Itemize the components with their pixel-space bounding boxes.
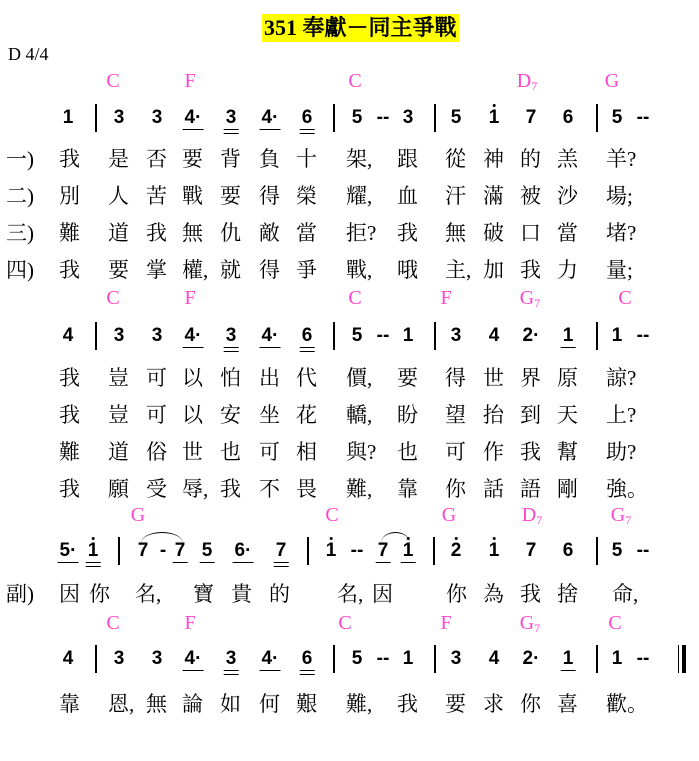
chord-root: G [441,504,457,526]
lyric-syllable: 作 [483,440,504,464]
lyric-syllable: 道 [108,221,129,245]
chord-symbol [517,70,537,94]
lyric-syllable: 道 [108,440,129,464]
lyric-syllable: 靠 [59,692,80,716]
note: 1 [562,648,574,669]
lyric-syllable: 拒? [346,221,377,245]
lyric-syllable: 艱 [296,692,317,716]
barline [307,537,309,565]
lyric-syllable: 命, [612,582,639,606]
lyric-syllable: 無 [445,221,466,245]
lyric-syllable: 場; [606,184,633,208]
lyric-syllable: 論 [182,692,203,716]
lyric-syllable: 無 [182,221,203,245]
chord-root: F [440,287,452,309]
note: 5 [611,540,623,561]
note: 4· [261,325,279,346]
tie-arc [141,532,183,543]
note: 4· [261,107,279,128]
note: 5 [351,648,363,669]
lyric-syllable: 幫 [557,440,578,464]
note: 2· [522,648,540,669]
chord-extension: 7 [536,513,543,527]
note: 7 [377,540,389,561]
lyric-syllable: 沙 [557,184,578,208]
note: 1 [87,540,99,561]
note: 1 [402,325,414,346]
lyric-syllable: 要 [182,147,203,171]
lyric-syllable: 戰 [182,184,203,208]
chord-root: G [519,287,535,309]
chord-root: F [184,612,196,634]
note: 3 [450,325,462,346]
lyric-syllable: 被 [520,184,541,208]
lyric-syllable: 與? [346,440,377,464]
lyric-syllable: 是 [108,147,129,171]
lyric-syllable: 我 [59,147,80,171]
lyric-syllable: 原 [557,366,578,390]
lyric-syllable: 榮 [296,184,317,208]
chord-root: C [348,70,362,92]
barline [596,645,598,673]
chord-root: D [516,70,532,92]
note: 5 [450,107,462,128]
lyric-syllable: 得 [259,184,280,208]
note: 1 [402,648,414,669]
final-double-barline [678,645,685,673]
lyric-syllable: 天 [557,403,578,427]
lyric-syllable: 別 [59,184,80,208]
lyric-syllable: 從 [445,147,466,171]
lyric-syllable: 怕 [220,366,241,390]
note: 1 [611,648,623,669]
chord-symbol [520,287,540,311]
note: 3 [450,648,462,669]
lyric-syllable: 到 [520,403,541,427]
note: 7 [525,107,537,128]
note: 3 [113,325,125,346]
barline [333,645,335,673]
note: -- [636,107,650,128]
lyric-syllable: 當 [296,221,317,245]
lyric-syllable: 要 [397,366,418,390]
lyric-syllable: 貴 [231,582,252,606]
lyric-syllable: 可 [445,440,466,464]
lyric-syllable: 苦 [146,184,167,208]
lyric-syllable: 我 [59,403,80,427]
lyric-syllable: 靠 [397,477,418,501]
lyric-syllable: 也 [220,440,241,464]
lyric-syllable: 難 [59,440,80,464]
chord-root: C [106,70,120,92]
chord-symbol [611,504,631,528]
lyric-syllable: 你 [445,477,466,501]
lyric-syllable: 仇 [220,221,241,245]
note: 4· [184,107,202,128]
lyric-syllable: 破 [483,221,504,245]
lyric-syllable: 難 [59,221,80,245]
note: 7 [137,540,149,561]
lyric-syllable: 得 [259,258,280,282]
hymn-title: 351 奉獻－同主爭戰 [264,15,457,40]
chord-symbol [348,70,361,93]
note: 4· [184,648,202,669]
chord-root: C [618,287,632,309]
lyric-syllable: 安 [220,403,241,427]
lyric-syllable: 何 [259,692,280,716]
chord-symbol [520,612,540,636]
lyric-syllable: 以 [182,403,203,427]
lyric-syllable: 量; [606,258,633,282]
chord-symbol [618,287,631,310]
chord-root: D [521,504,537,526]
lyric-syllable: 望 [445,403,466,427]
chord-symbol [106,287,119,310]
note: -- [350,540,364,561]
note: 5· [59,540,77,561]
lyric-syllable: 難, [346,692,373,716]
lyric-syllable: 得 [445,366,466,390]
note: 2· [522,325,540,346]
lyric-syllable: 出 [259,366,280,390]
lyric-syllable: 世 [483,366,504,390]
lyric-syllable: 捨 [557,582,578,606]
chord-extension: 7 [625,513,632,527]
note: 6 [562,107,574,128]
lyric-syllable: 話 [483,477,504,501]
tie-arc [381,532,410,543]
lyric-syllable: 上? [606,403,637,427]
note: 6 [301,107,313,128]
chord-root: F [184,287,196,309]
lyric-syllable: 戰, [346,258,373,282]
lyric-syllable: 畏 [296,477,317,501]
lyric-syllable: 辱, [182,477,209,501]
note: 6 [562,540,574,561]
chord-symbol [348,287,361,310]
lyric-syllable: 人 [108,184,129,208]
note: -- [376,648,390,669]
note: 5 [201,540,213,561]
chord-root: G [610,504,626,526]
note: 4 [62,325,74,346]
lyric-syllable: 受 [146,477,167,501]
note: 4 [488,325,500,346]
chord-symbol [131,504,145,527]
lyric-syllable: 羔 [557,147,578,171]
lyric-syllable: 否 [146,147,167,171]
lyric-syllable: 可 [146,403,167,427]
note: 3 [151,648,163,669]
lyric-syllable: 俗 [146,440,167,464]
lyric-syllable: 哦 [397,258,418,282]
lyric-syllable: 可 [259,440,280,464]
note: -- [636,648,650,669]
lyric-syllable: 抬 [483,403,504,427]
lyric-syllable: 如 [220,692,241,716]
lyric-syllable: 難, [346,477,373,501]
lyric-syllable: 名, [337,582,364,606]
chord-symbol [184,287,195,310]
chord-symbol [608,612,621,635]
chord-extension: 7 [534,621,541,635]
chord-symbol [522,504,542,528]
lyric-syllable: 我 [59,366,80,390]
lyric-syllable: 要 [445,692,466,716]
lyric-syllable: 背 [220,147,241,171]
note: 3 [151,325,163,346]
barline [95,104,97,132]
lyric-syllable: 我 [59,258,80,282]
note: 4· [261,648,279,669]
lyric-syllable: 權, [182,258,209,282]
barline [596,104,598,132]
lyric-syllable: 恩, [108,692,135,716]
chord-root: F [184,70,196,92]
lyric-syllable: 神 [483,147,504,171]
chord-symbol [442,504,456,527]
lyric-syllable: 豈 [108,366,129,390]
note: 6 [301,648,313,669]
lyric-syllable: 可 [146,366,167,390]
lyric-syllable: 為 [483,582,504,606]
chord-symbol [184,612,195,635]
lyric-syllable: 爭 [296,258,317,282]
chord-root: G [604,70,620,92]
lyric-syllable: 名, [135,582,162,606]
note: 7 [525,540,537,561]
key-time-signature: D 4/4 [8,44,49,64]
chord-symbol [605,70,619,93]
barline [434,322,436,350]
note: 6 [301,325,313,346]
barline [118,537,120,565]
verse-label: 二) [6,184,34,208]
lyric-syllable: 花 [296,403,317,427]
barline [433,537,435,565]
chord-symbol [325,504,338,527]
note: 1 [325,540,337,561]
lyric-syllable: 諒? [606,366,637,390]
lyric-syllable: 十 [296,147,317,171]
lyric-syllable: 的 [520,147,541,171]
note: -- [376,325,390,346]
lyric-syllable: 架, [346,147,373,171]
lyric-syllable: 掌 [146,258,167,282]
lyric-syllable: 我 [397,221,418,245]
lyric-syllable: 汗 [445,184,466,208]
lyric-syllable: 我 [520,582,541,606]
note: 3 [225,648,237,669]
note: 4 [62,648,74,669]
note: 5 [611,107,623,128]
lyric-syllable: 以 [182,366,203,390]
lyric-syllable: 盼 [397,403,418,427]
lyric-syllable: 你 [446,582,467,606]
barline [333,104,335,132]
lyric-syllable: 歡。 [606,692,648,716]
chord-extension: 7 [534,296,541,310]
lyric-syllable: 喜 [557,692,578,716]
chord-symbol [440,287,451,310]
lyric-syllable: 你 [520,692,541,716]
note: 4· [184,325,202,346]
note: 1 [488,540,500,561]
lyric-syllable: 無 [146,692,167,716]
lyric-syllable: 相 [296,440,317,464]
lyric-syllable: 寶 [193,582,214,606]
chord-symbol [106,612,119,635]
note: 1 [62,107,74,128]
barline [95,322,97,350]
verse-label: 四) [6,258,34,282]
barline [333,322,335,350]
lyric-syllable: 負 [259,147,280,171]
lyric-syllable: 就 [220,258,241,282]
lyric-syllable: 轎, [346,403,373,427]
lyric-syllable: 口 [520,221,541,245]
lyric-syllable: 我 [520,258,541,282]
lyric-syllable: 世 [182,440,203,464]
lyric-syllable: 力 [557,258,578,282]
lyric-syllable: 因 [372,582,393,606]
lyric-syllable: 代 [296,366,317,390]
lyric-syllable: 我 [220,477,241,501]
chord-root: C [348,287,362,309]
note: 3 [225,107,237,128]
lyric-syllable: 耀, [346,184,373,208]
note: 7 [275,540,287,561]
lyric-syllable: 界 [520,366,541,390]
note: -- [636,325,650,346]
lyric-syllable: 價, [346,366,373,390]
lyric-syllable: 的 [269,582,290,606]
lyric-syllable: 跟 [397,147,418,171]
chord-symbol [106,70,119,93]
chord-symbol [338,612,351,635]
barline [95,645,97,673]
note: 1 [611,325,623,346]
note: 4 [488,648,500,669]
lyric-syllable: 滿 [483,184,504,208]
note: -- [636,540,650,561]
lyric-syllable: 因 [59,582,80,606]
chord-root: C [106,612,120,634]
note: 1 [488,107,500,128]
chord-root: C [608,612,622,634]
note: 6· [234,540,252,561]
chord-root: F [440,612,452,634]
lyric-syllable: 羊? [606,147,637,171]
lyric-syllable: 你 [89,582,110,606]
verse-label: 副) [6,582,34,606]
lyric-syllable: 也 [397,440,418,464]
lyric-syllable: 豈 [108,403,129,427]
barline [434,104,436,132]
chord-root: C [338,612,352,634]
barline [434,645,436,673]
lyric-syllable: 主, [445,258,472,282]
lyric-syllable: 當 [557,221,578,245]
note: 1 [562,325,574,346]
note: 3 [113,648,125,669]
note: 5 [351,107,363,128]
barline [596,537,598,565]
lyric-syllable: 敵 [259,221,280,245]
barline [596,322,598,350]
lyric-syllable: 血 [397,184,418,208]
lyric-syllable: 我 [520,440,541,464]
lyric-syllable: 助? [606,440,637,464]
chord-symbol [184,70,195,93]
lyric-syllable: 要 [220,184,241,208]
lyric-syllable: 加 [483,258,504,282]
lyric-syllable: 我 [59,477,80,501]
note: 3 [113,107,125,128]
lyric-syllable: 要 [108,258,129,282]
chord-root: C [325,504,339,526]
verse-label: 一) [6,147,34,171]
chord-root: C [106,287,120,309]
lyric-syllable: 願 [108,477,129,501]
note: -- [376,107,390,128]
chord-root: G [519,612,535,634]
verse-label: 三) [6,221,34,245]
lyric-syllable: 我 [146,221,167,245]
lyric-syllable: 不 [259,477,280,501]
lyric-syllable: 堵? [606,221,637,245]
note: 5 [351,325,363,346]
chord-symbol [440,612,451,635]
chord-root: G [130,504,146,526]
note: 2 [450,540,462,561]
lyric-syllable: 強。 [606,477,648,501]
lyric-syllable: 求 [483,692,504,716]
lyric-syllable: 剛 [557,477,578,501]
note: - [159,540,167,561]
chord-extension: 7 [531,79,538,93]
note: 7 [174,540,186,561]
lyric-syllable: 坐 [259,403,280,427]
note: 3 [402,107,414,128]
lyric-syllable: 我 [397,692,418,716]
lyric-syllable: 語 [520,477,541,501]
note: 1 [402,540,414,561]
note: 3 [225,325,237,346]
note: 3 [151,107,163,128]
